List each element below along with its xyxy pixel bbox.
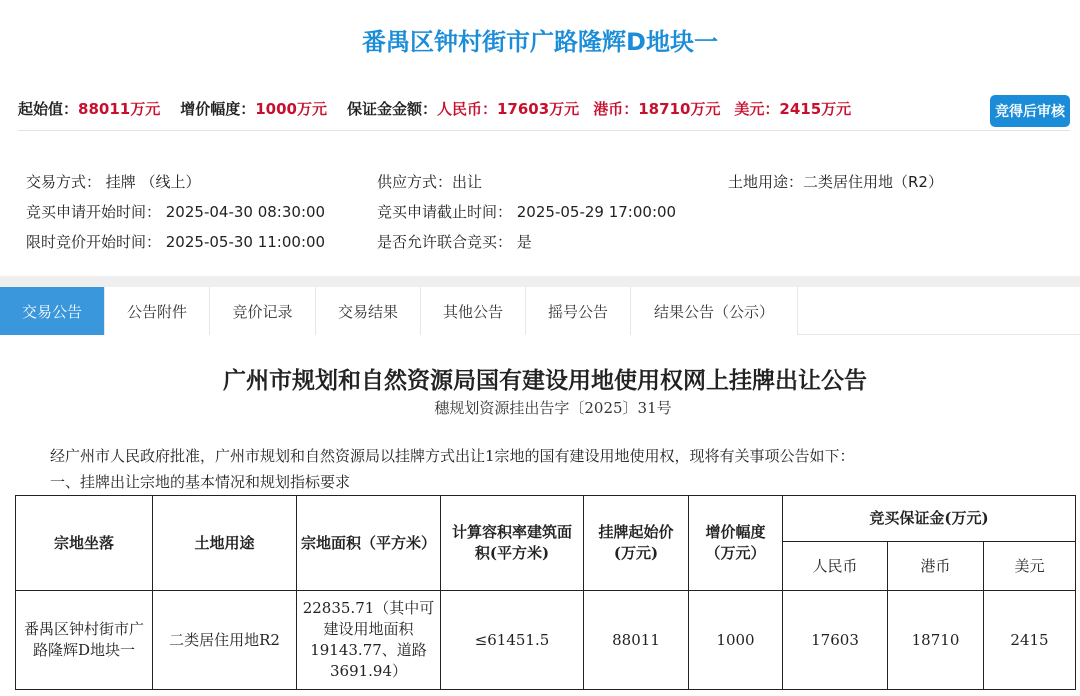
tab-attachments[interactable]: 公告附件 bbox=[105, 287, 210, 335]
intro-paragraph: 经广州市人民政府批准，广州市规划和自然资源局以挂牌方式出让1宗地的国有建设用地使用权，现将有关事项公告如下： bbox=[50, 447, 855, 465]
tab-bid-records[interactable]: 竞价记录 bbox=[210, 287, 316, 335]
divider bbox=[18, 130, 1070, 131]
section-heading: 一、挂牌出让宗地的基本情况和规划指标要求 bbox=[50, 473, 351, 491]
header-location: 宗地坐落 bbox=[16, 496, 153, 591]
header-land-use: 土地用途 bbox=[153, 496, 297, 591]
document-title: 广州市规划和自然资源局国有建设用地使用权网上挂牌出让公告 bbox=[223, 367, 867, 394]
tab-trade-announcement[interactable]: 交易公告 bbox=[0, 287, 105, 335]
apply-end-time: 竞买申请截止时间： 2025-05-29 17:00:00 bbox=[377, 203, 677, 221]
tab-bar bbox=[0, 287, 1080, 335]
bid-start-time: 限时竞价开始时间： 2025-05-30 11:00:00 bbox=[26, 233, 326, 251]
tab-result-publicity[interactable]: 结果公告（公示） bbox=[631, 287, 798, 335]
hkd-value: 18710万元 bbox=[638, 99, 721, 118]
joint-bid-allowed: 是否允许联合竞买： 是 bbox=[377, 233, 532, 251]
cell-hkd: 18710 bbox=[888, 591, 984, 690]
header-far-area: 计算容积率建筑面积(平方米) bbox=[441, 496, 584, 591]
deposit-label: 保证金金额： bbox=[346, 99, 437, 118]
price-summary-bar bbox=[18, 96, 851, 120]
tab-other-announcements[interactable]: 其他公告 bbox=[421, 287, 526, 335]
start-price-label: 起始值： bbox=[18, 99, 79, 118]
header-rmb: 人民币 bbox=[783, 542, 888, 591]
increment-value: 1000万元 bbox=[255, 99, 327, 118]
header-hkd: 港币 bbox=[888, 542, 984, 591]
increment-label: 增价幅度： bbox=[180, 99, 256, 118]
land-use: 土地用途：二类居住用地（R2） bbox=[728, 173, 943, 191]
cell-start-price: 88011 bbox=[584, 591, 689, 690]
cell-increment: 1000 bbox=[689, 591, 783, 690]
section-separator bbox=[0, 276, 1080, 287]
cell-usd: 2415 bbox=[984, 591, 1076, 690]
header-usd: 美元 bbox=[984, 542, 1076, 591]
apply-start-time: 竞买申请开始时间： 2025-04-30 08:30:00 bbox=[26, 203, 326, 221]
start-price-value: 88011万元 bbox=[78, 99, 161, 118]
header-increment: 增价幅度（万元） bbox=[689, 496, 783, 591]
header-deposit: 竞买保证金(万元) bbox=[783, 496, 1076, 542]
hkd-label: 港币： bbox=[593, 99, 639, 118]
page-title: 番禺区钟村街市广路隆辉D地块一 bbox=[362, 28, 718, 56]
header-area: 宗地面积（平方米） bbox=[297, 496, 441, 591]
rmb-value: 17603万元 bbox=[497, 99, 580, 118]
tab-lottery-announcement[interactable]: 摇号公告 bbox=[526, 287, 631, 335]
cell-location: 番禺区钟村街市广路隆辉D地块一 bbox=[16, 591, 153, 690]
usd-label: 美元： bbox=[734, 99, 780, 118]
document-number: 穗规划资源挂出告字〔2025〕31号 bbox=[434, 399, 672, 417]
header-start-price: 挂牌起始价(万元) bbox=[584, 496, 689, 591]
trade-mode: 交易方式： 挂牌 （线上） bbox=[26, 173, 201, 191]
cell-land-use: 二类居住用地R2 bbox=[153, 591, 297, 690]
cell-far-area: ≤61451.5 bbox=[441, 591, 584, 690]
supply-mode: 供应方式：出让 bbox=[377, 173, 483, 191]
rmb-label: 人民币： bbox=[436, 99, 497, 118]
usd-value: 2415万元 bbox=[779, 99, 852, 118]
land-parcel-table bbox=[15, 495, 1076, 690]
cell-area: 22835.71（其中可建设用地面积19143.77、道路3691.94） bbox=[297, 591, 441, 690]
review-after-win-button[interactable]: 竞得后审核 bbox=[990, 95, 1070, 127]
tab-trade-results[interactable]: 交易结果 bbox=[316, 287, 421, 335]
table-row bbox=[16, 591, 1076, 690]
cell-rmb: 17603 bbox=[783, 591, 888, 690]
